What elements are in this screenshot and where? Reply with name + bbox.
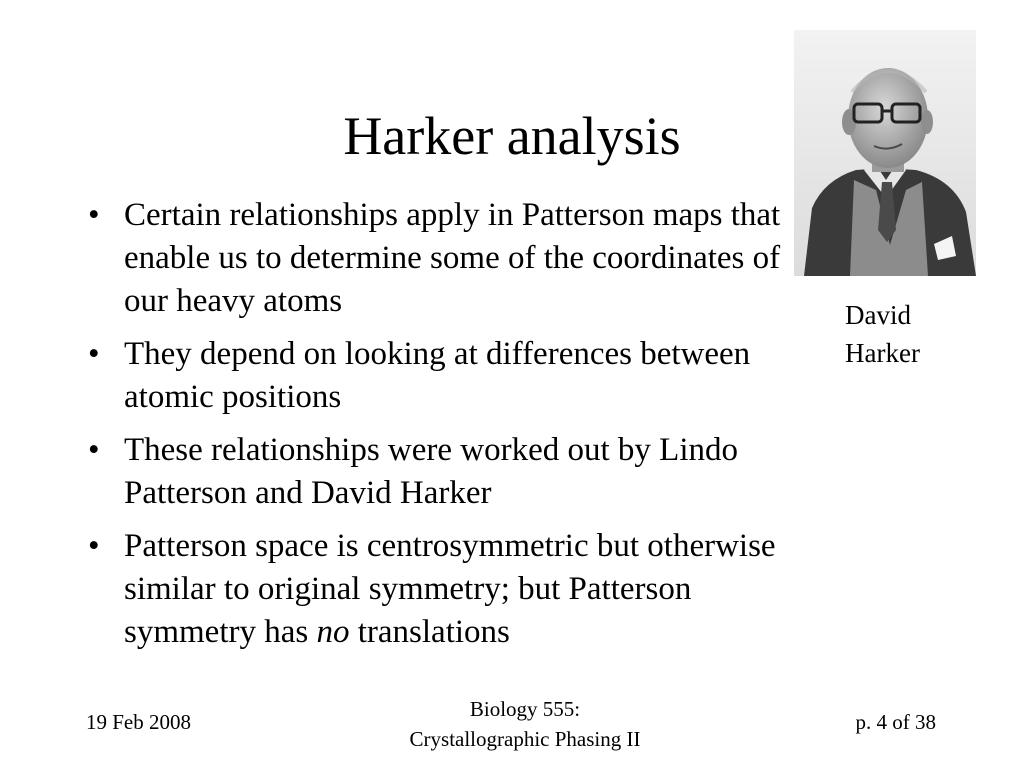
bullet-item xyxy=(88,525,828,654)
footer-date: 19 Feb 2008 xyxy=(86,710,191,734)
footer-course-line2: Crystallographic Phasing II xyxy=(409,727,641,751)
bullet-item xyxy=(88,194,828,323)
bullet-glyph: • xyxy=(88,197,100,233)
bullet-item xyxy=(88,429,828,515)
bullet-text xyxy=(124,528,776,650)
bullet-glyph: • xyxy=(88,336,100,372)
bullet-text-emphasis: no xyxy=(316,614,350,650)
bullet-glyph: • xyxy=(88,528,100,564)
bullet-glyph: • xyxy=(88,432,100,468)
caption-first-name: David xyxy=(845,300,911,330)
bullet-list xyxy=(88,194,828,664)
footer-page-number: p. 4 of 38 xyxy=(855,710,936,734)
bullet-text: Certain relationships apply in Patterson maps that enable us to determine some of the coordinates of our heavy atoms xyxy=(124,197,781,319)
bullet-text: These relationships were worked out by Lindo Patterson and David Harker xyxy=(124,432,739,511)
slide-title: Harker analysis xyxy=(343,106,681,166)
caption-last-name: Harker xyxy=(845,338,920,368)
footer-course-line1: Biology 555: xyxy=(469,697,581,721)
photo-caption xyxy=(845,296,920,372)
bullet-item xyxy=(88,333,828,419)
bullet-text-before: Patterson space is centrosymmetric but otherwise similar to original symmetry; but Patterson symmetry has xyxy=(124,528,776,650)
portrait-photo xyxy=(794,30,976,276)
bullet-text: They depend on looking at differences between atomic positions xyxy=(124,336,751,415)
bullet-text-after: translations xyxy=(349,614,510,650)
